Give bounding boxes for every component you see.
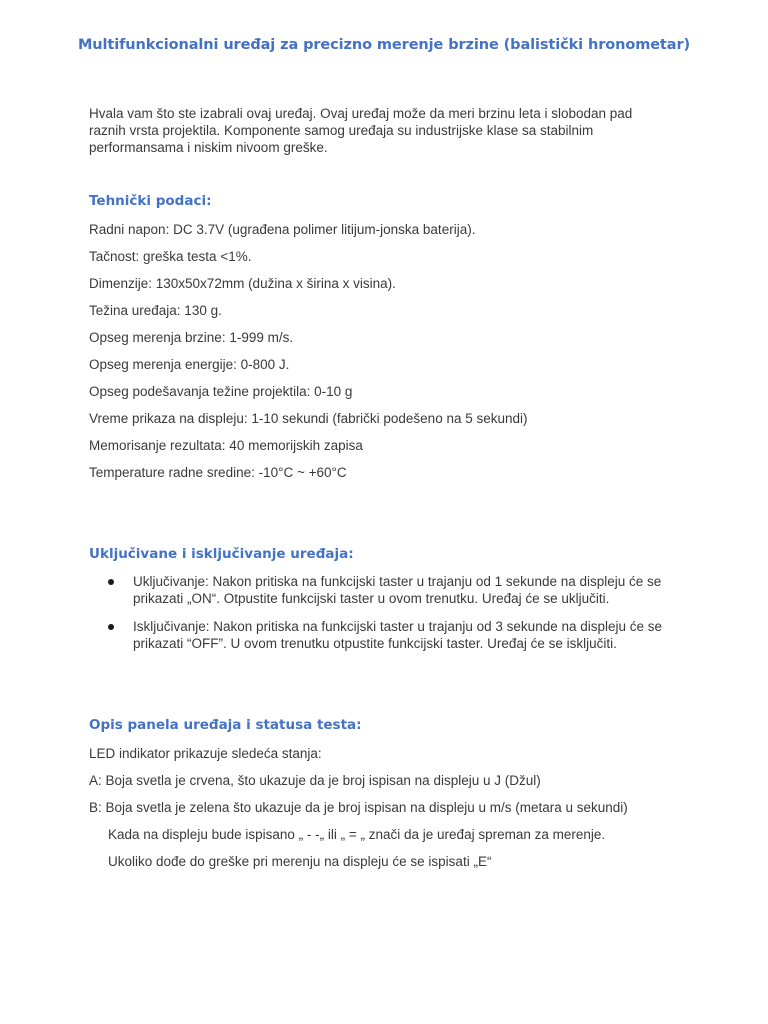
panel-line: A: Boja svetla je crvena, što ukazuje da je broj ispisan na displeju u J (Džul) bbox=[89, 773, 541, 788]
spec-item: Temperature radne sredine: -10°C ~ +60°C bbox=[89, 465, 347, 480]
spec-item: Vreme prikaza na displeju: 1-10 sekundi (fabrički podešeno na 5 sekundi) bbox=[89, 411, 528, 426]
power-item-on bbox=[133, 573, 693, 607]
power-item-line: Isključivanje: Nakon pritiska na funkcijski taster u trajanju od 3 sekunde na displeju će se bbox=[133, 619, 663, 634]
panel-line: B: Boja svetla je zelena što ukazuje da je broj ispisan na displeju u m/s (metara u sekundi) bbox=[89, 800, 628, 815]
panel-indented-line: Ukoliko dođe do greške pri merenju na displeju će se ispisati „E“ bbox=[108, 854, 492, 869]
power-item-line: prikazati “OFF”. U ovom trenutku otpustite funkcijski taster. Uređaj će se isključiti. bbox=[133, 636, 617, 651]
spec-item: Težina uređaja: 130 g. bbox=[89, 303, 222, 318]
specs-heading: Tehnički podaci: bbox=[89, 193, 212, 209]
power-item-off bbox=[133, 618, 693, 652]
intro-line: performansama i niskim nivoom greške. bbox=[89, 140, 328, 155]
panel-indented-line: Kada na displeju bude ispisano „ - -„ ili „ = „ znači da je uređaj spreman za merenje. bbox=[108, 827, 606, 842]
intro-line: raznih vrsta projektila. Komponente samog uređaja su industrijske klase sa stabilnim bbox=[89, 123, 594, 138]
spec-item: Memorisanje rezultata: 40 memorijskih zapisa bbox=[89, 438, 363, 453]
power-item-line: prikazati „ON“. Otpustite funkcijski taster u ovom trenutku. Uređaj će se uključiti. bbox=[133, 591, 610, 606]
power-heading: Uključivane i isključivanje uređaja: bbox=[89, 546, 354, 562]
spec-item: Radni napon: DC 3.7V (ugrađena polimer litijum-jonska baterija). bbox=[89, 222, 476, 237]
spec-item: Opseg merenja energije: 0-800 J. bbox=[89, 357, 290, 372]
spec-item: Tačnost: greška testa <1%. bbox=[89, 249, 252, 264]
panel-heading: Opis panela uređaja i statusa testa: bbox=[89, 717, 362, 733]
spec-item: Opseg podešavanja težine projektila: 0-10 g bbox=[89, 384, 353, 399]
intro-line: Hvala vam što ste izabrali ovaj uređaj. Ovaj uređaj može da meri brzinu leta i slobodan pad bbox=[89, 106, 633, 121]
bullet-dot bbox=[108, 624, 114, 630]
power-item-line: Uključivanje: Nakon pritiska na funkcijski taster u trajanju od 1 sekunde na displeju će se bbox=[133, 574, 662, 589]
spec-item: Dimenzije: 130x50x72mm (dužina x širina x visina). bbox=[89, 276, 396, 291]
spec-item: Opseg merenja brzine: 1-999 m/s. bbox=[89, 330, 294, 345]
document-title: Multifunkcionalni uređaj za precizno merenje brzine (balistički hronometar) bbox=[77, 37, 691, 53]
panel-line: LED indikator prikazuje sledeća stanja: bbox=[89, 746, 322, 761]
bullet-dot bbox=[108, 579, 114, 585]
